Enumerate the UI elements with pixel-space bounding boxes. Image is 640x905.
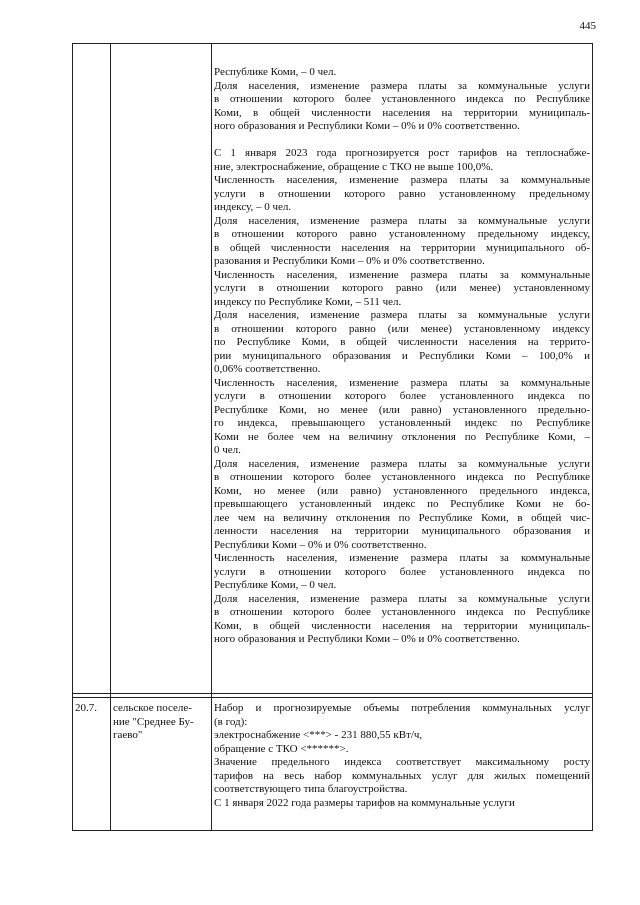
text-line: Коми, но менее (или равно) установленного предельного индекса, bbox=[214, 484, 590, 497]
paragraph bbox=[214, 552, 590, 593]
paragraph bbox=[214, 215, 590, 269]
text-line: Республике Коми, – 0 чел. bbox=[214, 66, 337, 78]
text-line: рии муниципального образования и Республики Коми – 100,0% и bbox=[214, 349, 590, 362]
paragraph bbox=[214, 756, 590, 797]
row-text-cell bbox=[212, 698, 593, 831]
text-line: Значение предельного индекса соответствует максимальному росту bbox=[214, 756, 590, 768]
text-line: превышающего установленный индекс по Республике Коми не бо- bbox=[214, 498, 590, 510]
text-line: индексу, – 0 чел. bbox=[214, 201, 292, 213]
text-line: услуги в отношении которого более установленного индекса по bbox=[214, 390, 590, 402]
text-line: индексу по Республике Коми, – 511 чел. bbox=[214, 295, 402, 308]
text-line: Доля населения, изменение размера платы за коммунальные услуги bbox=[214, 309, 590, 321]
text-line: Доля населения, изменение размера платы за коммунальные услуги bbox=[214, 214, 590, 227]
row-number-cell bbox=[73, 44, 111, 694]
text-line: Коми, в общей численности населения на территории муниципаль- bbox=[214, 106, 590, 119]
text-line: (в год): bbox=[214, 715, 248, 728]
text-line: в отношении которого более установленного индекса по Республике bbox=[214, 471, 590, 483]
document-table bbox=[72, 43, 593, 831]
text-line: по Республике Коми, в общей численности населения на террито- bbox=[214, 336, 590, 348]
continuation-text-cell bbox=[212, 44, 593, 694]
paragraph bbox=[214, 269, 590, 310]
text-line: го индекса, превышающего установленный индекс по Республике bbox=[214, 417, 590, 429]
paragraph bbox=[214, 174, 590, 215]
text-line: Республики Коми – 0% и 0% соответственно. bbox=[214, 538, 427, 551]
text-line: Численность населения, изменение размера платы за коммунальные bbox=[214, 552, 590, 564]
text-line: Доля населения, изменение размера платы за коммунальные услуги bbox=[214, 79, 590, 92]
text-line: обращение с ТКО <******>. bbox=[214, 742, 349, 755]
text-line: 0,06% соответственно. bbox=[214, 363, 321, 375]
text-line: ленности населения на территории муниципального образования и bbox=[214, 525, 590, 537]
municipality-name-line: гаево" bbox=[113, 729, 143, 741]
text-line: Коми не более чем на величину отклонения по Республике Коми, – bbox=[214, 430, 590, 443]
text-line: электроснабжение <***> - 231 880,55 кВт/ч, bbox=[214, 729, 423, 741]
paragraph-spacer bbox=[214, 134, 590, 148]
text-line: услуги в отношении которого равно (или менее) установленному bbox=[214, 282, 590, 294]
paragraph bbox=[214, 147, 590, 174]
text-line: в отношении которого равно (или менее) установленному индексу bbox=[214, 322, 590, 335]
text-line: Набор и прогнозируемые объемы потребления коммунальных услуг bbox=[214, 702, 590, 714]
paragraph bbox=[214, 458, 590, 553]
municipality-cell bbox=[111, 44, 212, 694]
table-row-continuation bbox=[73, 44, 593, 694]
paragraph bbox=[214, 66, 590, 80]
text-line: Численность населения, изменение размера платы за коммунальные bbox=[214, 376, 590, 389]
text-line: ние, электроснабжение, обращение с ТКО не выше 100,0%. bbox=[214, 160, 494, 173]
paragraph bbox=[214, 377, 590, 458]
text-line: Доля населения, изменение размера платы за коммунальные услуги bbox=[214, 592, 590, 605]
text-line: ного образования и Республики Коми – 0% и 0% соответственно. bbox=[214, 120, 520, 132]
paragraph bbox=[214, 80, 590, 134]
text-line: лее чем на величину отклонения по Республике Коми, в общей чис- bbox=[214, 511, 590, 524]
text-line: Республике Коми, – 0 чел. bbox=[214, 579, 337, 591]
text-line: Коми, в общей численности населения на территории муниципаль- bbox=[214, 619, 590, 632]
text-line: тарифов на весь набор коммунальных услуг для жилых помещений bbox=[214, 769, 590, 782]
text-line: ного образования и Республики Коми – 0% и 0% соответственно. bbox=[214, 633, 520, 645]
text-line: С 1 января 2022 года размеры тарифов на коммунальные услуги bbox=[214, 796, 515, 809]
page-number: 445 bbox=[579, 20, 596, 32]
text-line: С 1 января 2023 года прогнозируется рост тарифов на теплоснабже- bbox=[214, 147, 590, 159]
municipality-name-line: сельское поселе- bbox=[113, 702, 192, 714]
paragraph bbox=[214, 309, 590, 377]
text-line: в общей численности населения на территории муниципального об- bbox=[214, 241, 590, 254]
paragraph bbox=[214, 702, 590, 729]
text-line: в отношении которого более установленного индекса по Республике bbox=[214, 93, 590, 105]
paragraph bbox=[214, 743, 590, 757]
table-row bbox=[73, 698, 593, 831]
text-line: Численность населения, изменение размера платы за коммунальные bbox=[214, 174, 590, 186]
paragraph bbox=[214, 797, 590, 811]
text-line: Численность населения, изменение размера платы за коммунальные bbox=[214, 268, 590, 281]
text-line: услуги в отношении которого равно установленному предельному bbox=[214, 187, 590, 200]
paragraph bbox=[214, 593, 590, 647]
text-line: услуги в отношении которого более установленного индекса по bbox=[214, 565, 590, 578]
row-number-cell: 20.7. bbox=[73, 698, 111, 831]
text-line: разования и Республики Коми – 0% и 0% соответственно. bbox=[214, 255, 485, 267]
text-line: Доля населения, изменение размера платы за коммунальные услуги bbox=[214, 457, 590, 470]
municipality-name-cell bbox=[111, 698, 212, 831]
text-line: в отношении которого равно установленному предельному индексу, bbox=[214, 228, 590, 240]
text-line: в отношении которого более установленного индекса по Республике bbox=[214, 606, 590, 618]
text-line: соответствующего типа благоустройства. bbox=[214, 783, 408, 795]
paragraph bbox=[214, 729, 590, 743]
text-line: Республике Коми, но менее (или равно) установленного предельно- bbox=[214, 403, 590, 416]
municipality-name-line: ние "Среднее Бу- bbox=[113, 715, 194, 728]
text-line: 0 чел. bbox=[214, 444, 241, 456]
